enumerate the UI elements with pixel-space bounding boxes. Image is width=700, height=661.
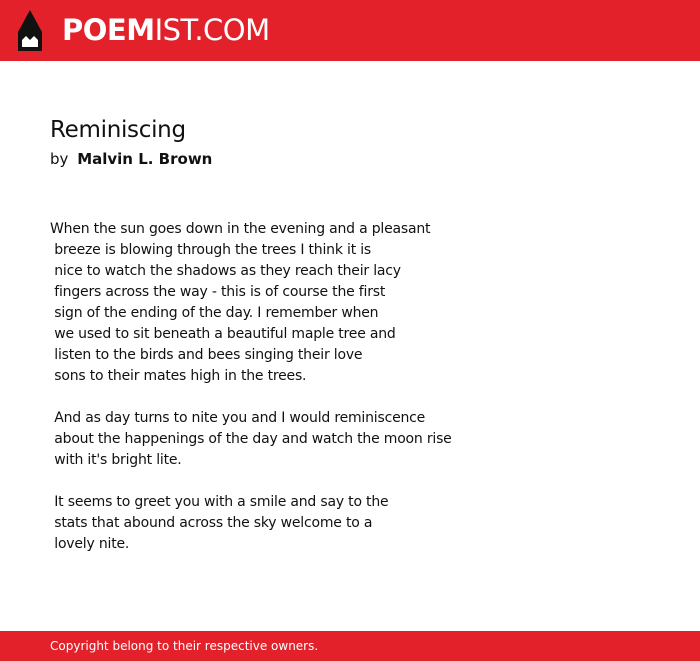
logo-bold-text: POEM	[62, 13, 155, 47]
poem-line: about the happenings of the day and watch the moon rise	[50, 431, 452, 447]
poem-line: lovely nite.	[50, 536, 130, 552]
poem-line: stats that abound across the sky welcome to a	[50, 515, 373, 531]
author-name[interactable]: Malvin L. Brown	[77, 150, 213, 168]
poem-body	[50, 219, 510, 555]
poem-line: we used to sit beneath a beautiful maple tree and	[50, 326, 396, 342]
poem-line: breeze is blowing through the trees I think it is	[50, 242, 372, 258]
poem-line: with it's bright lite.	[50, 452, 182, 468]
pencil-icon	[18, 10, 42, 51]
poem-line: And as day turns to nite you and I would reminiscence	[50, 410, 426, 426]
poem-title: Reminiscing	[50, 117, 186, 143]
poem-line: fingers across the way - this is of course the first	[50, 284, 386, 300]
copyright-text: Copyright belong to their respective owners.	[50, 639, 319, 653]
poem-line: When the sun goes down in the evening and a pleasant	[50, 221, 431, 237]
site-logo[interactable]	[62, 12, 270, 48]
by-label: by	[50, 150, 69, 168]
poem-line: sign of the ending of the day. I remember when	[50, 305, 379, 321]
stanza-break	[50, 387, 510, 408]
site-footer	[0, 631, 700, 661]
logo-light-text: IST.COM	[154, 13, 270, 47]
stanza-break	[50, 471, 510, 492]
site-header	[0, 0, 700, 61]
poem-line: listen to the birds and bees singing their love	[50, 347, 363, 363]
poem-line: It seems to greet you with a smile and say to the	[50, 494, 389, 510]
poem-line: sons to their mates high in the trees.	[50, 368, 307, 384]
byline	[50, 150, 212, 168]
poem-line: nice to watch the shadows as they reach their lacy	[50, 263, 401, 279]
